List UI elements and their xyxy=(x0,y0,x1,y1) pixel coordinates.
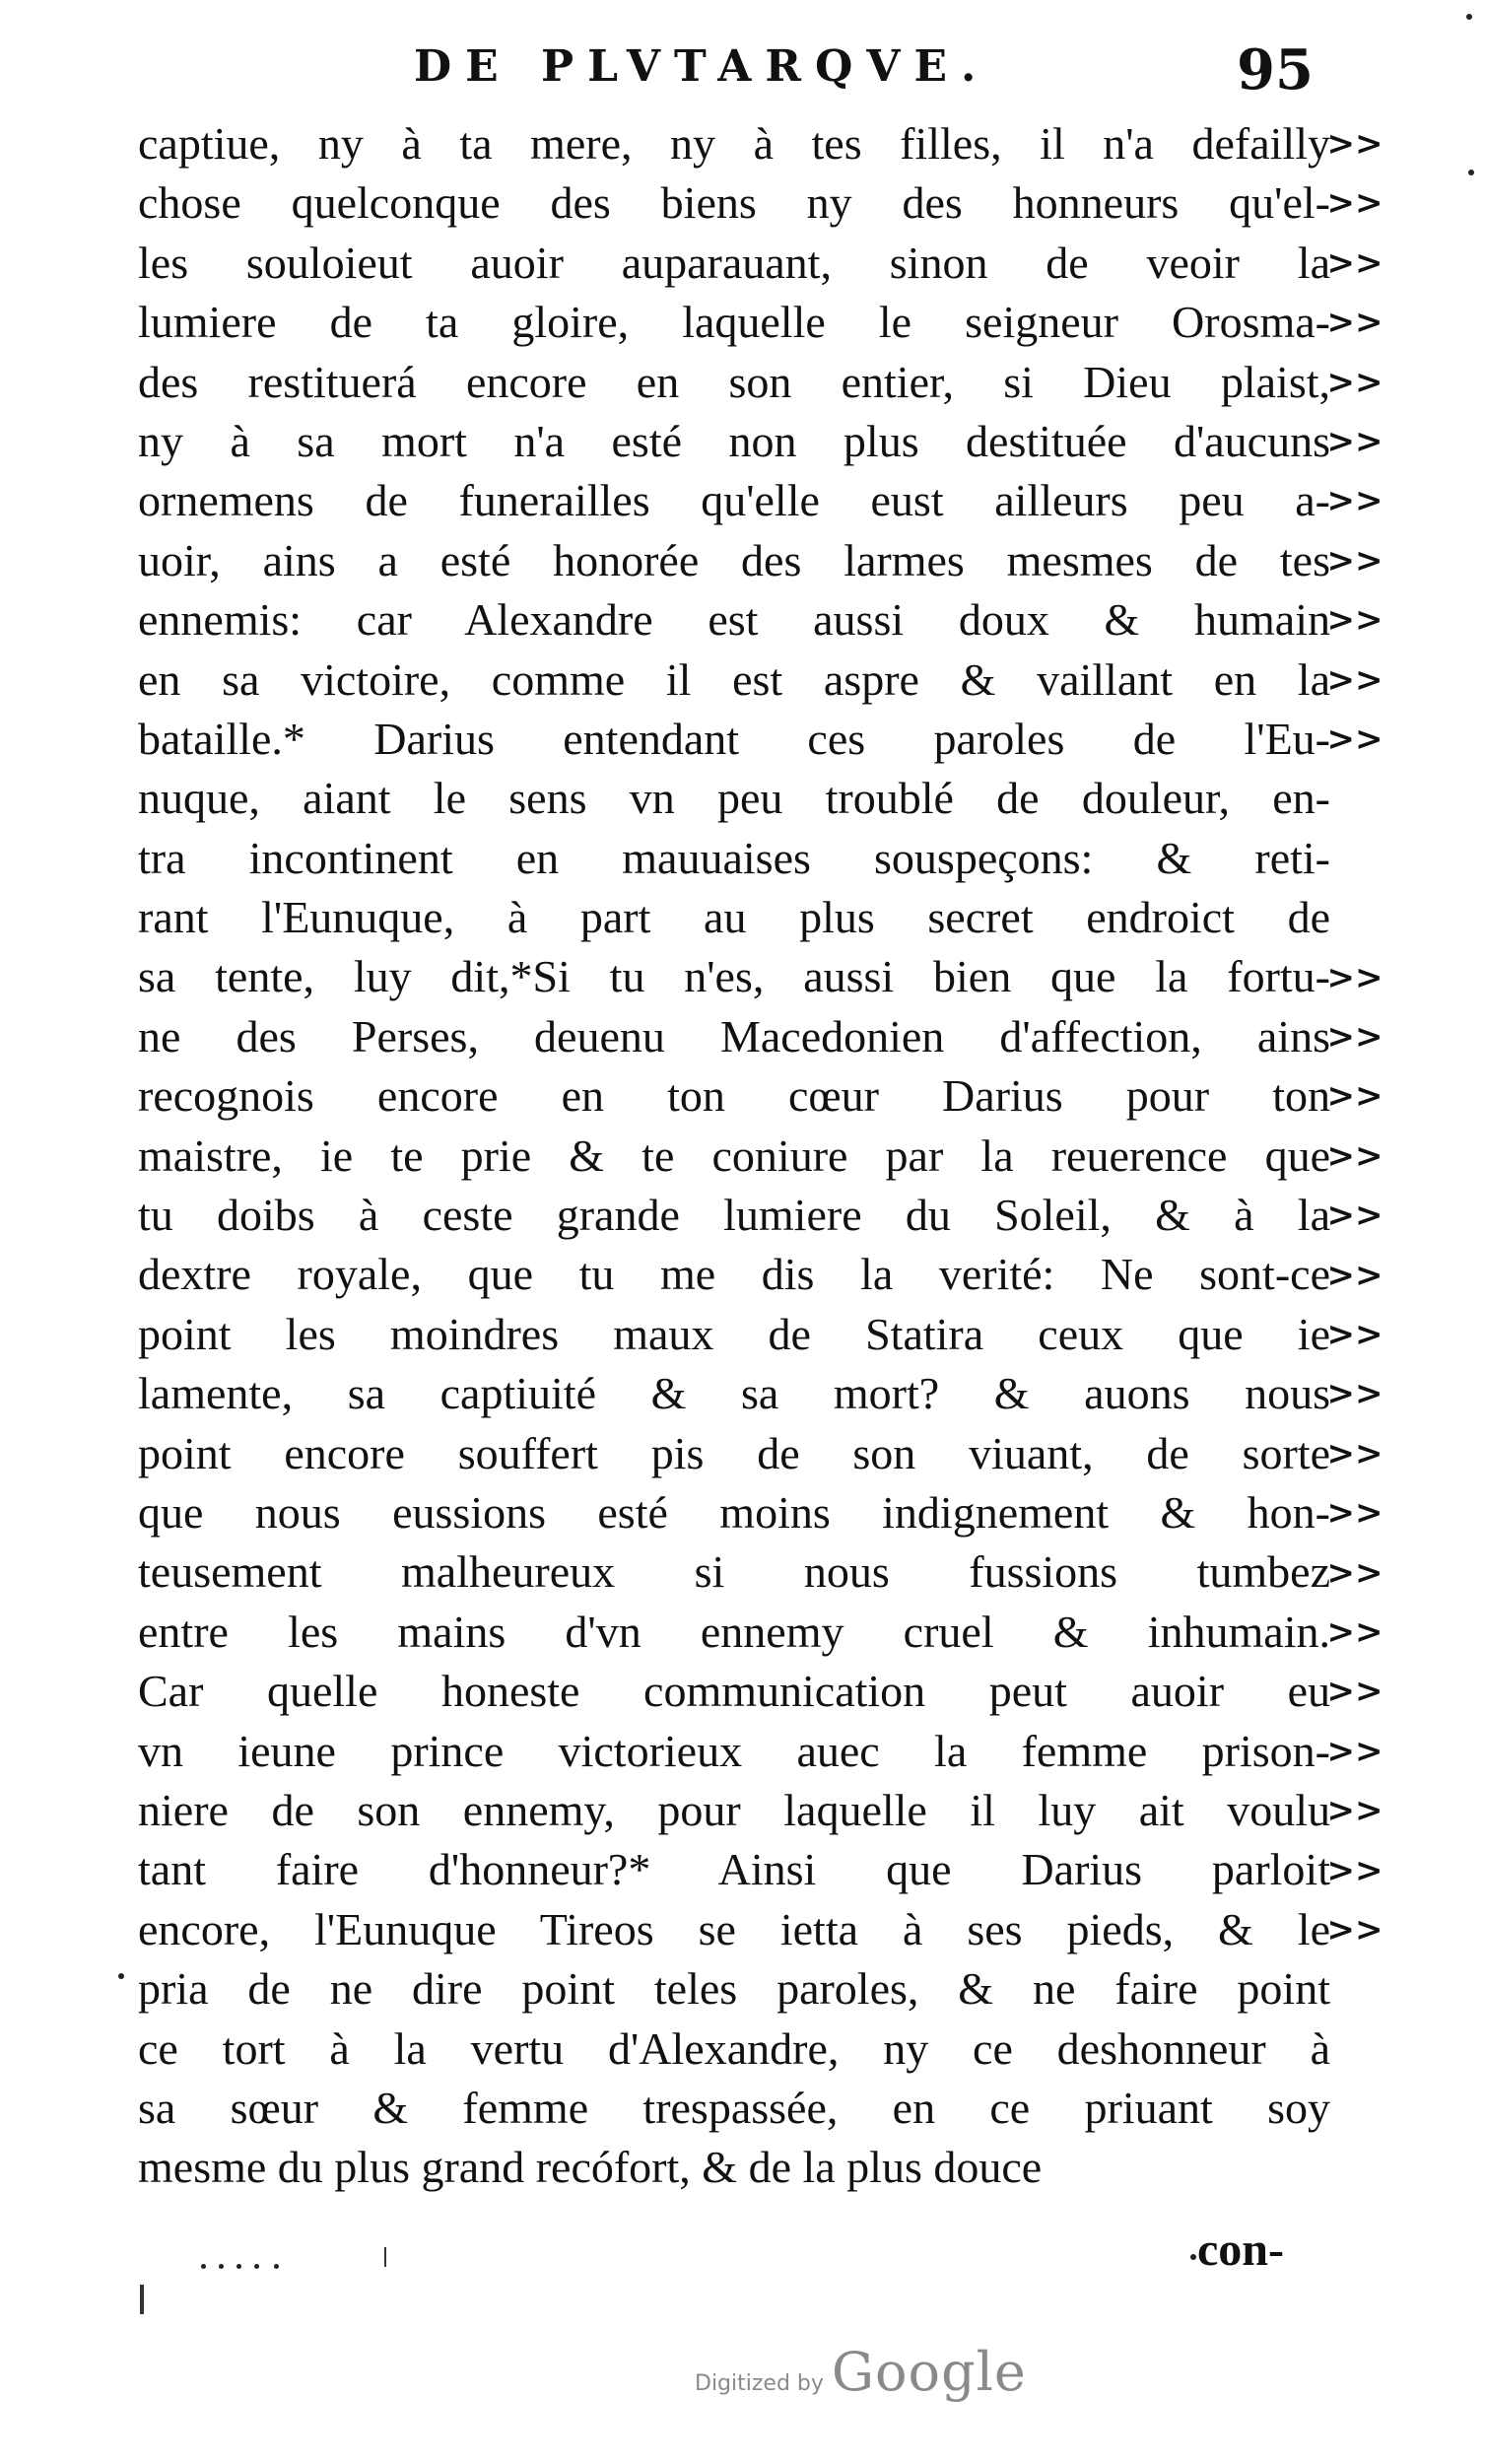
quote-mark: >> xyxy=(1326,362,1384,402)
text-line: tant faire d'honneur?* Ainsi que Darius parloit xyxy=(138,1844,1330,1895)
ink-stroke xyxy=(140,2285,144,2314)
quote-mark: >> xyxy=(1326,1374,1384,1414)
quote-mark: >> xyxy=(1326,1315,1384,1354)
text-line: ennemis: car Alexandre est aussi doux & humain xyxy=(138,594,1330,646)
text-line: rant l'Eunuque, à part au plus secret endroict de xyxy=(138,892,1330,943)
quote-mark: >> xyxy=(1326,481,1384,521)
text-line: en sa victoire, comme il est aspre & vaillant en la xyxy=(138,653,1330,705)
quote-mark: >> xyxy=(1326,1612,1384,1652)
text-line: nuque, aiant le sens vn peu troublé de douleur, en- xyxy=(138,773,1330,824)
text-line: tra incontinent en mauuaises souspeçons: & reti- xyxy=(138,832,1330,883)
text-line: recognois encore en ton cœur Darius pour ton xyxy=(138,1070,1330,1122)
text-line: tu doibs à ceste grande lumiere du Soleil, & à la xyxy=(138,1190,1330,1241)
text-line: encore, l'Eunuque Tireos se ietta à ses pieds, & le xyxy=(138,1903,1330,1954)
text-line: Car quelle honeste communication peut auoir eu xyxy=(138,1666,1330,1717)
text-line: maistre, ie te prie & te coniure par la reuerence que xyxy=(138,1129,1330,1181)
quote-mark: >> xyxy=(1326,1017,1384,1057)
text-line: sa tente, luy dit,*Si tu n'es, aussi bien que la fortu- xyxy=(138,951,1330,1002)
ink-stroke xyxy=(384,2247,386,2267)
quote-mark: >> xyxy=(1326,242,1384,283)
text-line: uoir, ains a esté honorée des larmes mesmes de tes xyxy=(138,534,1330,585)
ink-speck xyxy=(219,2264,224,2269)
text-line: lamente, sa captiuité & sa mort? & auons nous xyxy=(138,1368,1330,1419)
ink-speck xyxy=(201,2264,206,2269)
text-line: que nous eussions esté moins indignement & hon- xyxy=(138,1486,1330,1538)
text-line: ne des Perses, deuenu Macedonien d'affection, ains xyxy=(138,1010,1330,1061)
text-line: chose quelconque des biens ny des honneurs qu'el- xyxy=(138,177,1330,229)
quote-mark: >> xyxy=(1326,1076,1384,1117)
quote-mark: >> xyxy=(1326,422,1384,461)
text-line: lumiere de ta gloire, laquelle le seigneur Orosma- xyxy=(138,297,1330,348)
text-line: pria de ne dire point teles paroles, & ne faire point xyxy=(138,1963,1330,2015)
page-number: 95 xyxy=(1237,37,1314,103)
quote-mark: >> xyxy=(1326,1910,1384,1950)
quote-mark: >> xyxy=(1326,183,1384,224)
ink-speck xyxy=(274,2264,279,2269)
text-line: point les moindres maux de Statira ceux que ie xyxy=(138,1308,1330,1359)
ink-speck xyxy=(1190,2254,1196,2260)
ink-speck xyxy=(1466,14,1472,20)
text-line: ce tort à la vertu d'Alexandre, ny ce deshonneur à xyxy=(138,2022,1330,2074)
quote-mark: >> xyxy=(1326,1135,1384,1176)
text-line: les souloieut auoir auparauant, sinon de veoir la xyxy=(138,237,1330,288)
watermark-prefix: Digitized by xyxy=(695,2371,824,2396)
text-line: vn ieune prince victorieux auec la femme prison- xyxy=(138,1725,1330,1776)
text-line: bataille.* Darius entendant ces paroles de l'Eu- xyxy=(138,713,1330,764)
text-line: ornemens de funerailles qu'elle eust ailleurs peu a- xyxy=(138,475,1330,526)
text-line: entre les mains d'vn ennemy cruel & inhumain. xyxy=(138,1606,1330,1657)
quote-mark: >> xyxy=(1326,719,1384,759)
quote-mark: >> xyxy=(1326,1493,1384,1534)
quote-mark: >> xyxy=(1326,303,1384,343)
quote-mark: >> xyxy=(1326,659,1384,700)
text-line: teusement malheureux si nous fussions tumbez xyxy=(138,1546,1330,1598)
quote-mark: >> xyxy=(1326,1672,1384,1712)
ink-speck xyxy=(118,1973,124,1979)
quote-mark: >> xyxy=(1326,957,1384,997)
quote-mark: >> xyxy=(1326,1731,1384,1771)
quote-mark: >> xyxy=(1326,600,1384,641)
ink-speck xyxy=(236,2264,241,2269)
text-line: point encore souffert pis de son viuant, de sorte xyxy=(138,1427,1330,1478)
text-line: mesme du plus grand recófort, & de la plus douce xyxy=(138,2142,1043,2193)
text-line: des restituerá encore en son entier, si Dieu plaist, xyxy=(138,356,1330,407)
text-line: niere de son ennemy, pour laquelle il luy ait voulu xyxy=(138,1784,1330,1835)
ink-speck xyxy=(254,2264,259,2269)
text-line: ny à sa mort n'a esté non plus destituée d'aucuns xyxy=(138,415,1330,466)
ink-speck xyxy=(1468,170,1474,175)
quote-mark: >> xyxy=(1326,1433,1384,1473)
quote-mark: >> xyxy=(1326,1850,1384,1890)
google-logo: Google xyxy=(831,2341,1027,2403)
text-line: dextre royale, que tu me dis la verité: Ne sont-ce xyxy=(138,1249,1330,1300)
body-text xyxy=(138,114,1330,2198)
quote-mark: >> xyxy=(1326,540,1384,581)
digitization-watermark xyxy=(695,2341,1027,2403)
text-line: sa sœur & femme trespassée, en ce priuant soy xyxy=(138,2082,1330,2133)
catchword: con- xyxy=(1197,2224,1284,2276)
quote-mark: >> xyxy=(1326,124,1384,164)
quote-mark: >> xyxy=(1326,1255,1384,1295)
running-title: DE PLVTARQVE. xyxy=(414,41,990,92)
text-line: captiue, ny à ta mere, ny à tes filles, il n'a defailly xyxy=(138,118,1330,169)
quote-mark: >> xyxy=(1326,1791,1384,1831)
quote-mark: >> xyxy=(1326,1552,1384,1593)
quote-mark: >> xyxy=(1326,1196,1384,1236)
